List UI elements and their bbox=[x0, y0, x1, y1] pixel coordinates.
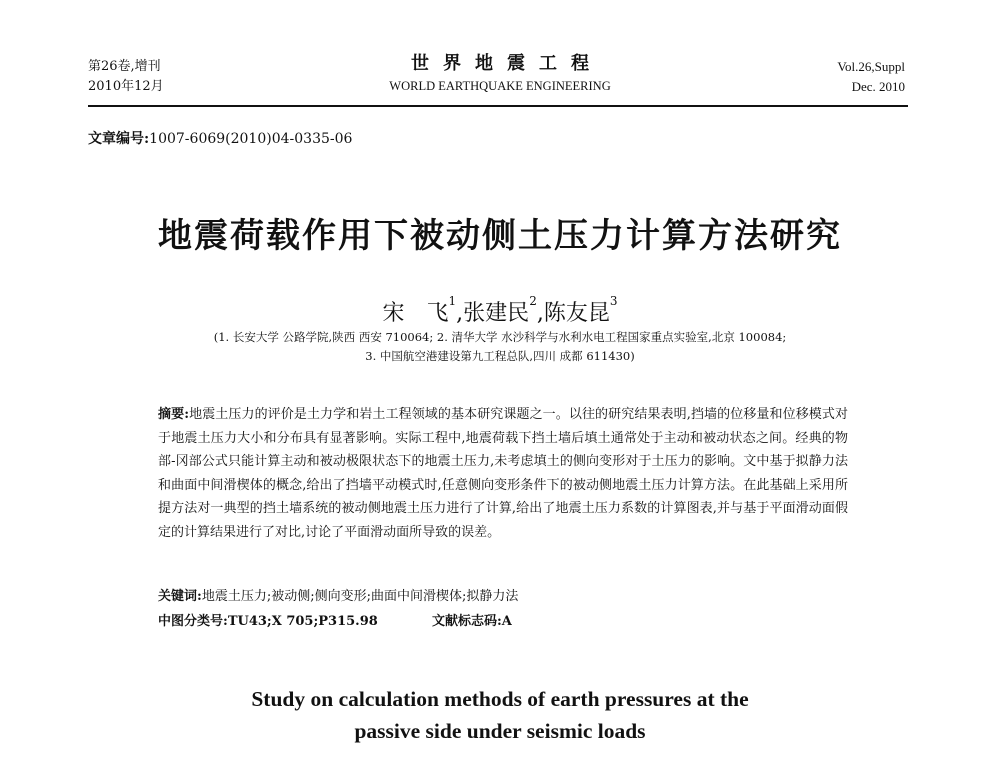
header-right bbox=[837, 57, 905, 97]
abstract bbox=[158, 403, 848, 545]
author-name: 宋 飞 bbox=[382, 301, 449, 326]
date-cn: 2010年12月 bbox=[88, 79, 164, 94]
author-list bbox=[0, 296, 1000, 327]
clc-label: 中图分类号: bbox=[158, 614, 228, 629]
date-en: Dec. 2010 bbox=[851, 79, 905, 94]
document-code-value: A bbox=[501, 614, 512, 629]
affiliations bbox=[100, 328, 900, 366]
article-number-label: 文章编号: bbox=[88, 131, 150, 147]
affiliation-line: (1. 长安大学 公路学院,陕西 西安 710064; 2. 清华大学 水沙科学与水利水电工程国家重点实验室,北京 100084; bbox=[213, 330, 787, 344]
journal-name-en: WORLD EARTHQUAKE ENGINEERING bbox=[389, 79, 611, 93]
author-name: 张建民 bbox=[463, 301, 530, 326]
volume-cn: 第26卷,增刊 bbox=[88, 59, 161, 74]
author-affiliation-mark: 3 bbox=[609, 294, 618, 308]
paper-title-en-line: Study on calculation methods of earth pressures at the bbox=[251, 687, 749, 711]
abstract-text: 地震土压力的评价是土力学和岩土工程领域的基本研究课题之一。以往的研究结果表明,挡墙的位移量和位移模式对于地震土压力大小和分布具有显著影响。实际工程中,地震荷载下挡土墙后填土通常处于主动和被动状态之间。经典的物部-冈部公式只能计算主动和被动极限状态下的地震土压力,未考虑填土的侧向变形对于土压力的影响。文中基于拟静力法和曲面中间滑楔体的概念,给出了挡墙平动模式时,任意侧向变形条件下的被动侧地震土压力计算方法。在此基础上采用所提方法对一典型的挡土墙系统的被动侧地震土压力进行了计算,给出了地震土压力系数的计算图表,并与基于平面滑动面假定的计算结果进行了对比,讨论了平面滑动面所导致的误差。 bbox=[158, 407, 848, 540]
abstract-label: 摘要: bbox=[158, 407, 189, 422]
article-number bbox=[88, 128, 352, 148]
keywords-text: 地震土压力;被动侧;侧向变形;曲面中间滑楔体;拟静力法 bbox=[201, 589, 519, 604]
keywords bbox=[158, 585, 518, 604]
author-name: 陈友昆 bbox=[543, 301, 610, 326]
article-number-value: 1007-6069(2010)04-0335-06 bbox=[149, 131, 353, 147]
volume-en: Vol.26,Suppl bbox=[837, 59, 905, 74]
paper-title-cn: 地震荷载作用下被动侧土压力计算方法研究 bbox=[158, 216, 842, 256]
document-code-label: 文献标志码: bbox=[431, 614, 502, 629]
keywords-label: 关键词: bbox=[158, 589, 202, 604]
classification bbox=[158, 610, 512, 629]
author-affiliation-mark: 1 bbox=[448, 294, 457, 308]
author-separator: , bbox=[456, 301, 464, 326]
author-affiliation-mark: 2 bbox=[529, 294, 537, 308]
journal-name-cn: 世界地震工程 bbox=[411, 53, 603, 74]
paper-title-en bbox=[0, 683, 1000, 747]
paper-title-en-line: passive side under seismic loads bbox=[354, 719, 646, 743]
clc-value: TU43;X 705;P315.98 bbox=[227, 614, 378, 629]
author-separator: , bbox=[536, 301, 544, 326]
header-rule bbox=[88, 105, 908, 107]
affiliation-line: 3. 中国航空港建设第九工程总队,四川 成都 611430) bbox=[365, 349, 635, 363]
